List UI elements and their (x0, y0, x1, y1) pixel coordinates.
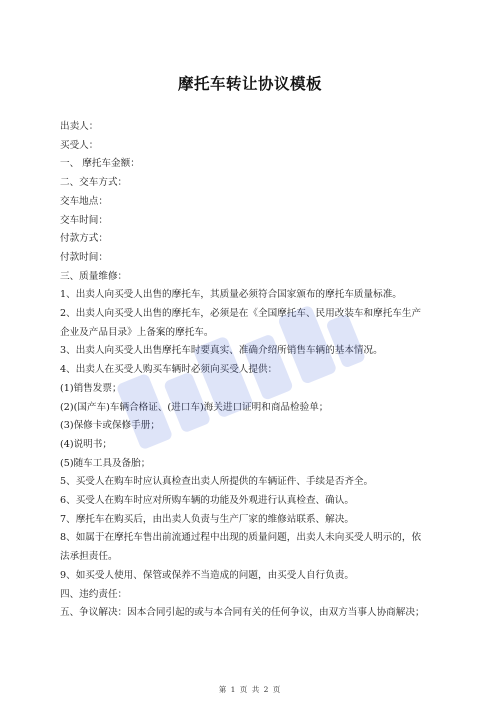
body-line: 买受人： (60, 139, 99, 151)
body-line: 5、买受人在购车时应认真检查出卖人所提供的车辆证件、手续是否齐全。 (60, 476, 374, 488)
body-line: 一、 摩托车金额： (60, 158, 140, 170)
body-line: (4)说明书； (60, 438, 112, 450)
body-line: 交车时间： (60, 214, 108, 226)
body-line: 2、出卖人向买受人出售的摩托车，必须是在《全国摩托车、民用改装车和摩托车生产 (60, 308, 422, 320)
body-line: 9、如买受人使用、保管或保养不当造成的问题，由买受人自行负责。 (60, 569, 354, 581)
page-footer: 第 1 页 共 2 页 (218, 685, 282, 694)
body-line: 三、质量维修： (60, 270, 128, 282)
body-line: (5)随车工具及备胎； (60, 457, 151, 469)
body-line: 7、摩托车在购买后，由出卖人负责与生产厂家的维修站联系、解决。 (60, 513, 354, 525)
body-line: (1)销售发票； (60, 382, 122, 394)
body-line: 四、违约责任： (60, 588, 128, 600)
body-line: 出卖人： (60, 121, 99, 132)
body-line: (2)(国产车)车辆合格证、(进口车)海关进口证明和商品检验单； (60, 401, 329, 413)
body-line: 6、买受人在购车时应对所购车辆的功能及外观进行认真检查、确认。 (60, 495, 354, 507)
body-line: 交车地点： (60, 195, 108, 207)
body-line: 法承担责任。 (60, 551, 118, 563)
body-line: 二、交车方式： (60, 177, 128, 189)
body-line: 3、出卖人向买受人出售摩托车时要真实、准确介绍所销售车辆的基本情况。 (60, 345, 383, 357)
body-line: 4、出卖人在买受人购买车辆时必须向买受人提供： (60, 364, 278, 376)
body-line: 企业及产品目录》上备案的摩托车。 (60, 326, 214, 338)
document-title: 摩托车转让协议模板 (177, 74, 322, 93)
body-line: 8、如属于在摩托车售出前流通过程中出现的质量问题，出卖人未向买受人明示的，依 (60, 532, 422, 544)
document-body (60, 118, 445, 623)
body-line: 付款时间： (60, 251, 108, 263)
body-line: 付款方式： (60, 233, 108, 245)
body-line: (3)保修卡或保修手册； (60, 420, 160, 432)
body-line: 五、争议解决：因本合同引起的或与本合同有关的任何争议，由双方当事人协商解决； (60, 607, 425, 619)
body-line: 1、出卖人向买受人出售的摩托车，其质量必须符合国家颁布的摩托车质量标准。 (60, 289, 402, 301)
